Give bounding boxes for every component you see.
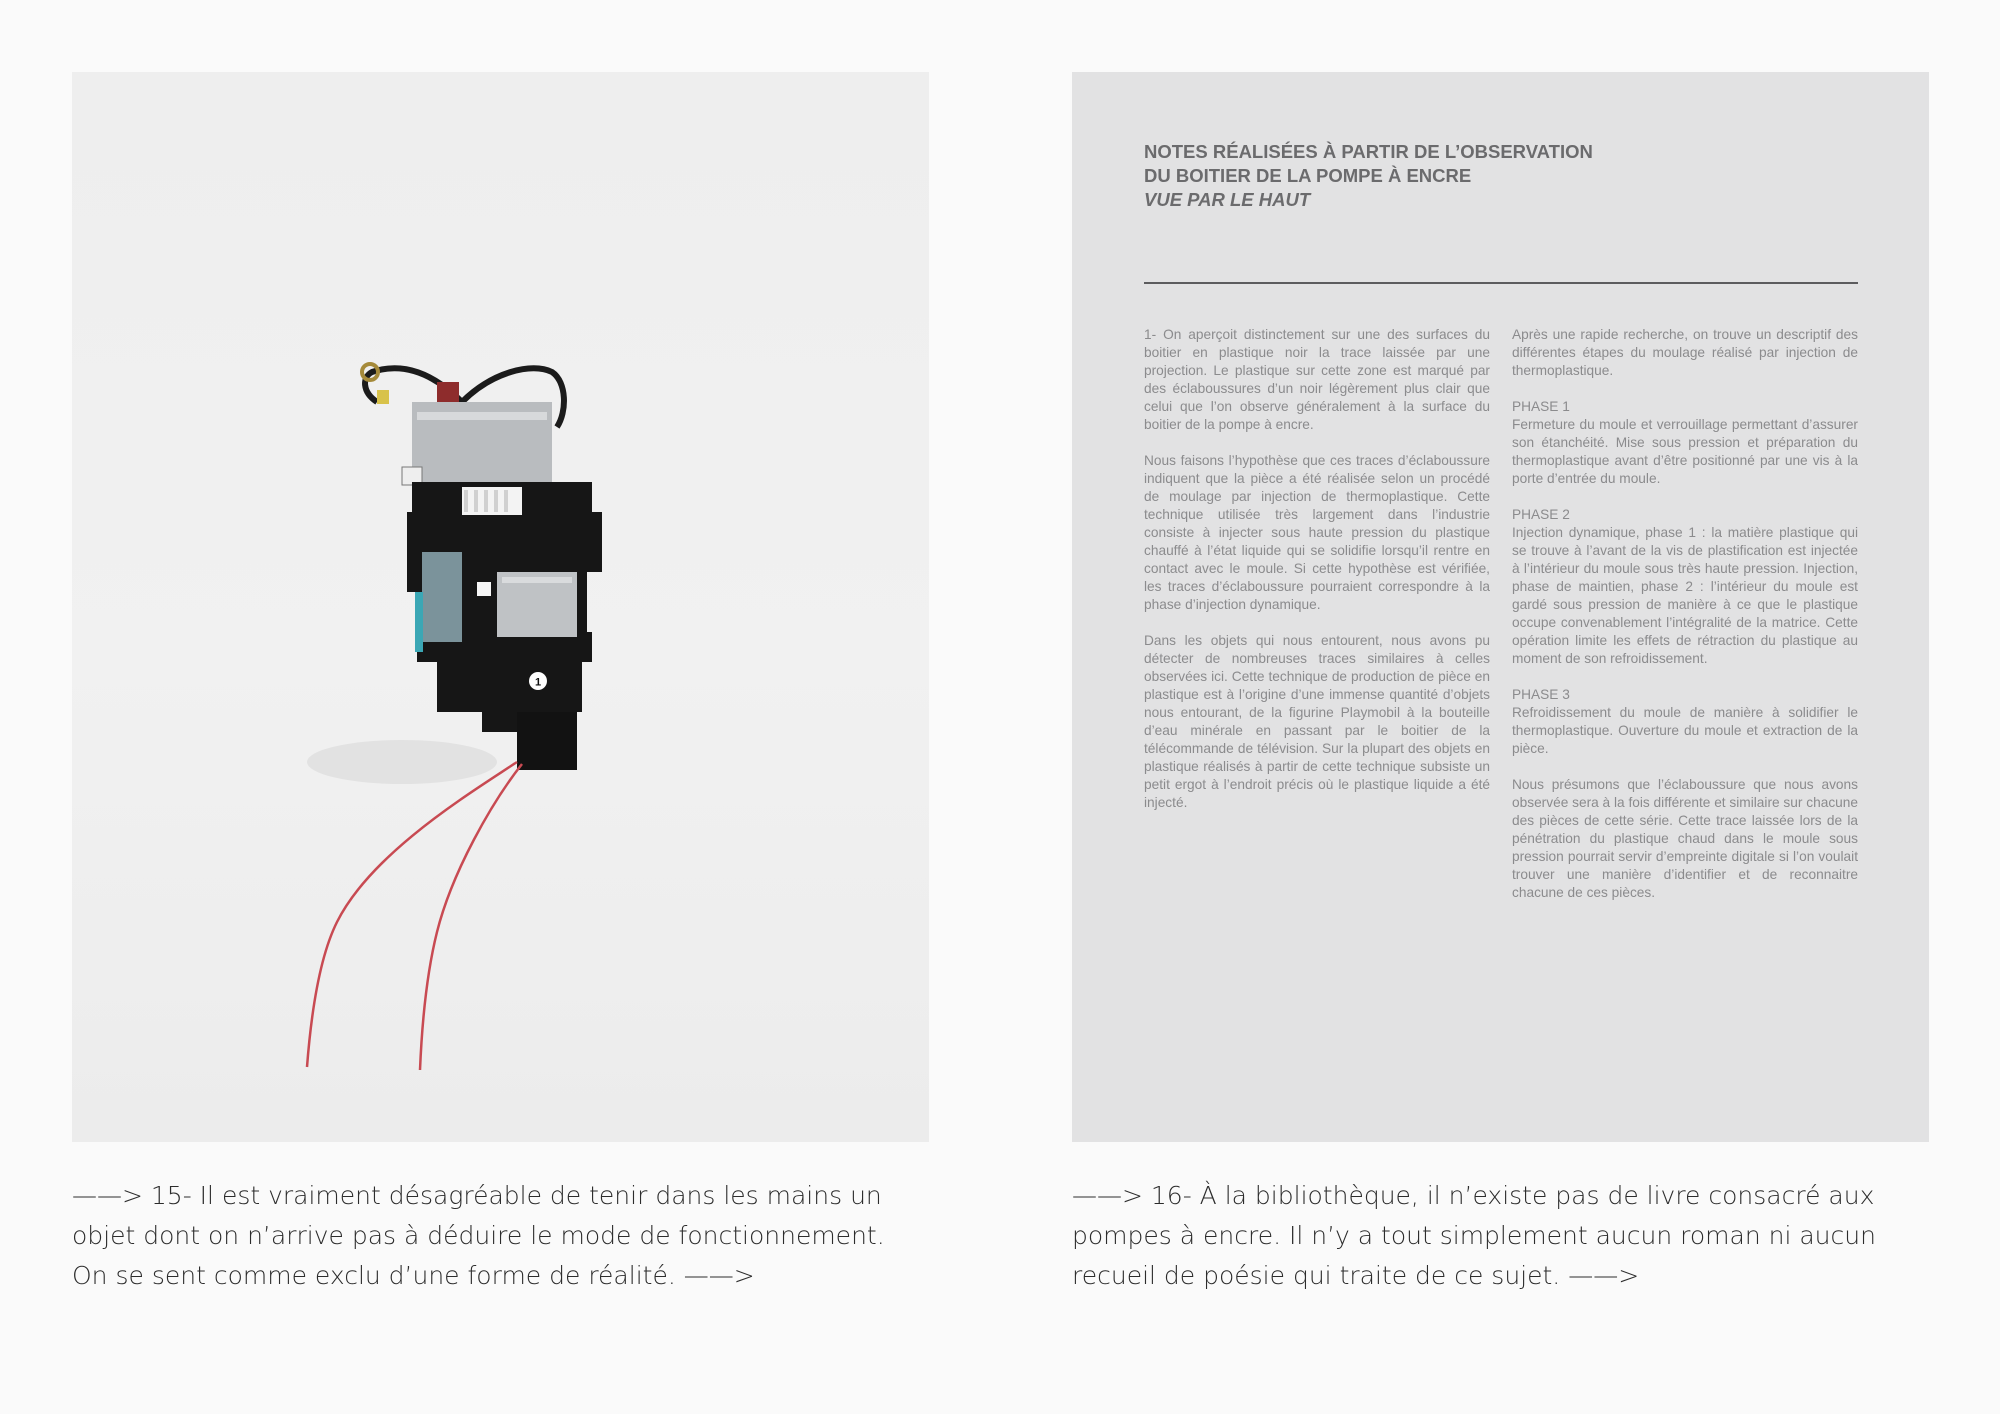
phase-heading: PHASE 1 (1512, 399, 1570, 414)
phase-heading: PHASE 2 (1512, 507, 1570, 522)
phase-text: Injection dynamique, phase 1 : la matière plastique qui se trouve à l’avant de la vis de plastification est injectée à l’intérieur du moule sous très haute pression. Injection, phase de maintien, phase 2 : l’intérieur du moule est gardé sous pression de manière à ce que le plastique occupe convenablement l’intégralité de la matrice. Cette opération limite les effets de rétraction du plastique au moment de son refroidissement. (1512, 525, 1858, 666)
object-shadow (307, 740, 497, 784)
marker-label: 1 (534, 676, 542, 689)
notes-paragraph: Nous faisons l’hypothèse que ces traces d’éclaboussure indiquent que la pièce a été réalisée selon un procédé de moulage par injection de thermoplastique. Cette technique utilisée très largement dans l’industrie consiste à injecter sous haute pression du plastique chauffé à l’état liquide qui se solidifie lorsqu’il rentre en contact avec le moule. Si cette hypothèse est vérifiée, les traces d’éclaboussure pourraient correspondre à la phase d’injection dynamique. (1144, 453, 1490, 612)
notes-panel (1072, 72, 1929, 1142)
notes-divider (1144, 282, 1858, 284)
caption-line: ——> 16- À la bibliothèque, il n’existe pas de livre consacré aux (1072, 1181, 1875, 1210)
ink-pump-photo (72, 72, 929, 1142)
bottom-cap (517, 712, 577, 770)
notes-title-line-1: NOTES RÉALISÉES À PARTIR DE L’OBSERVATION (1144, 141, 1593, 162)
notes-column-left (1144, 326, 1490, 830)
caption-line: ——> 15- Il est vraiment désagréable de tenir dans les mains un (72, 1181, 882, 1210)
notes-title-line-2: DU BOITIER DE LA POMPE À ENCRE (1144, 165, 1472, 186)
notes-column-right (1512, 326, 1858, 920)
notes-paragraph: 1- On aperçoit distinctement sur une des surfaces du boitier en plastique noir la trace laissée par une projection. Le plastique sur cette zone est marqué par des éclaboussures d’un noir légèrement plus clair que celui que l’on observe généralement à la surface du boitier de la pompe à encre. (1144, 327, 1490, 432)
caption-line: recueil de poésie qui traite de ce sujet. ——> (1072, 1261, 1640, 1290)
red-tube-2 (420, 764, 522, 1070)
photo-panel (72, 72, 929, 1142)
phase-text: Refroidissement du moule de manière à solidifier le thermoplastique. Ouverture du moule et extraction de la pièce. (1512, 705, 1858, 756)
phase-heading: PHASE 3 (1512, 687, 1570, 702)
phase-2 (1512, 506, 1858, 668)
notes-subtitle: VUE PAR LE HAUT (1144, 189, 1311, 210)
phase-text: Fermeture du moule et verrouillage permettant d’assurer son étanchéité. Mise sous pression et préparation du thermoplastique avant d’être positionné par une vis à la porte d’entrée du moule. (1512, 417, 1858, 486)
phase-1 (1512, 398, 1858, 488)
tank-window (422, 552, 462, 642)
notes-conclusion: Nous présumons que l’éclaboussure que nous avons observée sera à la fois différente et similaire sur chacune des pièces de cette série. Cette trace laissée lors de la pénétration du plastique chaud dans le moule sous pression pourrait servir d’empreinte digitale si l’on voulait trouver une manière d’identifier et de reconnaitre chacune de ces pièces. (1512, 777, 1858, 900)
caption-line: pompes à encre. Il n’y a tout simplement aucun roman ni aucun (1072, 1221, 1876, 1250)
yellow-connector (377, 390, 389, 404)
caption-right (1072, 1176, 1952, 1296)
notes-paragraph: Dans les objets qui nous entourent, nous avons pu détecter de nombreuses traces similaires à celles observées ici. Cette technique de production de pièce en plastique est à l’origine d’une immense quantité d’objets nous entourant, de la figurine Playmobil à la bouteille d’eau minérale en passant par le boitier de la télécommande de télévision. Sur la plupart des objets en plastique réalisés à partir de cette technique subsiste un petit ergot à l’endroit précis où le plastique liquide a été injecté. (1144, 633, 1490, 810)
red-tube-1 (307, 762, 517, 1067)
white-gear (462, 487, 522, 515)
notes-title (1144, 140, 1784, 212)
caption-left (72, 1176, 952, 1296)
caption-line: On se sent comme exclu d’une forme de réalité. ——> (72, 1261, 755, 1290)
caption-line: objet dont on n’arrive pas à déduire le mode de fonctionnement. (72, 1221, 885, 1250)
phase-3 (1512, 686, 1858, 758)
notes-intro: Après une rapide recherche, on trouve un descriptif des différentes étapes du moulage réalisé par injection de thermoplastique. (1512, 327, 1858, 378)
